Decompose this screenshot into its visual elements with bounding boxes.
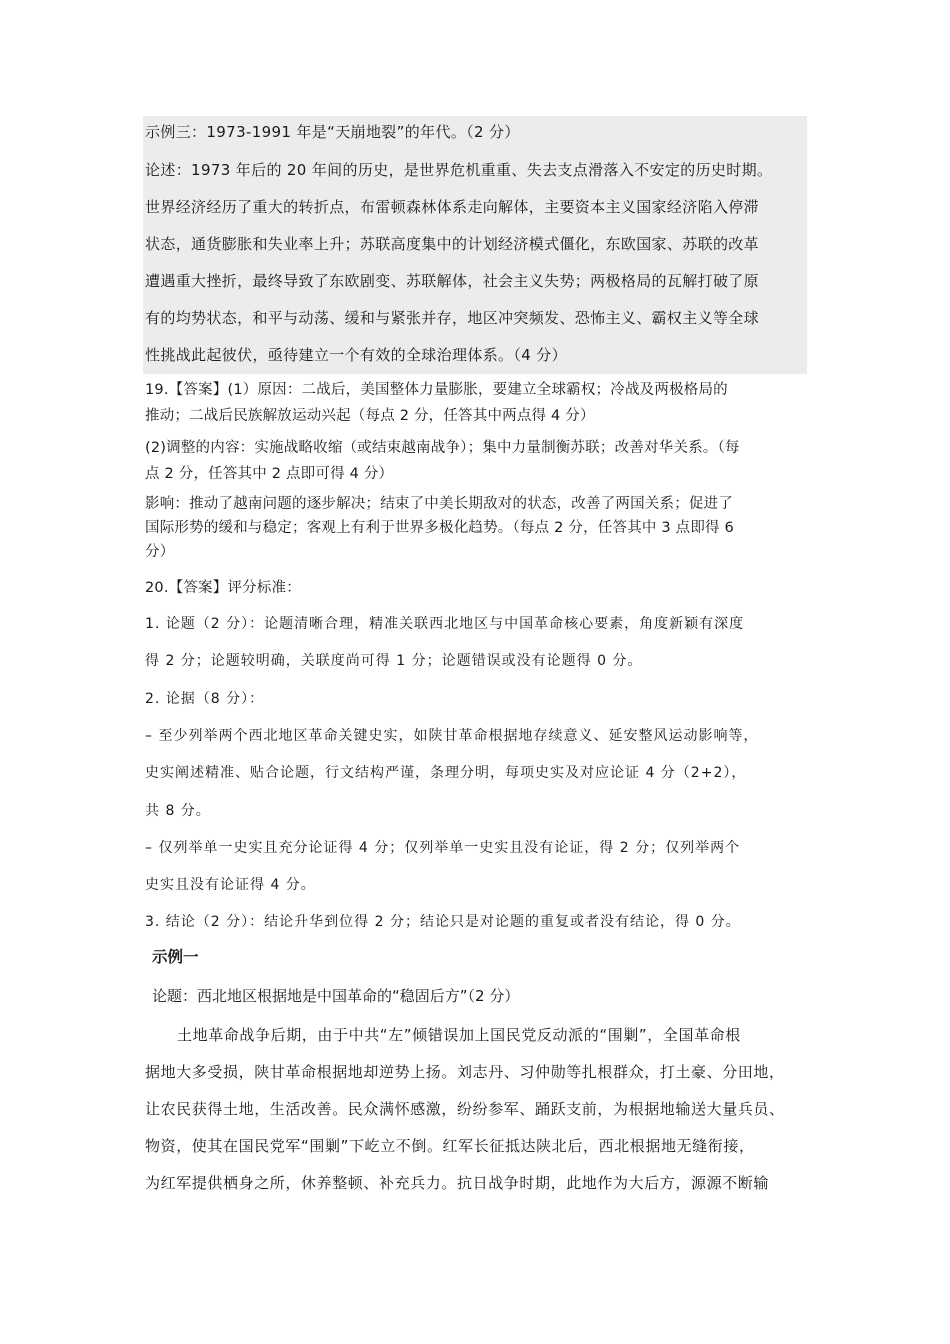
criteria-line: – 至少列举两个西北地区革命关键史实，如陕甘革命根据地存续意义、延安整风运动影响等， <box>145 728 759 744</box>
answer-19-line: 点 2 分，任答其中 2 点即可得 4 分） <box>145 466 394 482</box>
example-three-line: 性挑战此起彼伏，亟待建立一个有效的全球治理体系。（4 分） <box>145 346 567 364</box>
example-three-title: 示例三：1973-1991 年是“天崩地裂”的年代。（2 分） <box>145 123 520 141</box>
criteria-line: 史实阐述精准、贴合论题，行文结构严谨，条理分明，每项史实及对应论证 4 分（2+2）， <box>145 765 747 781</box>
criteria-line: 2. 论据（8 分）： <box>145 691 265 707</box>
example-one-paragraph-line: 土地革命战争后期，由于中共“左”倾错误加上国民党反动派的“围剿”，全国革命根 <box>177 1026 741 1044</box>
criteria-line: 共 8 分。 <box>145 803 211 819</box>
answer-20-header: 20.【答案】评分标准： <box>145 580 301 596</box>
example-one-paragraph-line: 物资，使其在国民党军“围剿”下屹立不倒。红军长征抵达陕北后，西北根据地无缝衔接， <box>145 1137 755 1155</box>
example-three-line: 有的均势状态，和平与动荡、缓和与紧张并存，地区冲突频发、恐怖主义、霸权主义等全球 <box>145 309 760 327</box>
example-one-paragraph-line: 让农民获得土地，生活改善。民众满怀感激，纷纷参军、踊跃支前，为根据地输送大量兵员、 <box>145 1100 785 1118</box>
example-three-line: 状态，通货膨胀和失业率上升；苏联高度集中的计划经济模式僵化，东欧国家、苏联的改革 <box>145 235 760 253</box>
answer-19-line: 分） <box>145 544 175 560</box>
answer-19-line: (2)调整的内容：实施战略收缩（或结束越南战争）；集中力量制衡苏联；改善对华关系。（每 <box>145 440 740 456</box>
criteria-line: 史实且没有论证得 4 分。 <box>145 877 316 893</box>
example-three-line: 世界经济经历了重大的转折点，布雷顿森林体系走向解体，主要资本主义国家经济陷入停滞 <box>145 198 760 216</box>
criteria-line: – 仅列举单一史实且充分论证得 4 分；仅列举单一史实且没有论证，得 2 分；仅列举两个 <box>145 840 741 856</box>
example-one-thesis: 论题：西北地区根据地是中国革命的“稳固后方”（2 分） <box>152 987 520 1005</box>
answer-19-line: 国际形势的缓和与稳定；客观上有利于世界多极化趋势。（每点 2 分，任答其中 3 点即得 6 <box>145 520 734 536</box>
answer-19-line: 影响：推动了越南问题的逐步解决；结束了中美长期敌对的状态，改善了两国关系；促进了 <box>145 496 733 512</box>
example-three-line: 遭遇重大挫折，最终导致了东欧剧变、苏联解体，社会主义失势；两极格局的瓦解打破了原 <box>145 272 760 290</box>
criteria-line: 3. 结论（2 分）：结论升华到位得 2 分；结论只是对论题的重复或者没有结论，得 0 分。 <box>145 914 741 930</box>
example-three-line: 论述：1973 年后的 20 年间的历史，是世界危机重重、失去支点滑落入不安定的历史时期。 <box>145 161 773 179</box>
answer-19-line: 推动；二战后民族解放运动兴起（每点 2 分，任答其中两点得 4 分） <box>145 408 595 424</box>
example-one-paragraph-line: 据地大多受损，陕甘革命根据地却逆势上扬。刘志丹、习仲勋等扎根群众，打土豪、分田地， <box>145 1063 785 1081</box>
answer-19-line: 19.【答案】(1）原因：二战后，美国整体力量膨胀，要建立全球霸权；冷战及两极格局的 <box>145 382 728 398</box>
example-one-paragraph-line: 为红军提供栖身之所，休养整顿、补充兵力。抗日战争时期，此地作为大后方，源源不断输 <box>145 1174 770 1192</box>
criteria-line: 1. 论题（2 分）：论题清晰合理，精准关联西北地区与中国革命核心要素，角度新颖有深度 <box>145 616 745 632</box>
criteria-line: 得 2 分；论题较明确，关联度尚可得 1 分；论题错误或没有论题得 0 分。 <box>145 653 643 669</box>
example-one-heading: 示例一 <box>152 948 199 966</box>
